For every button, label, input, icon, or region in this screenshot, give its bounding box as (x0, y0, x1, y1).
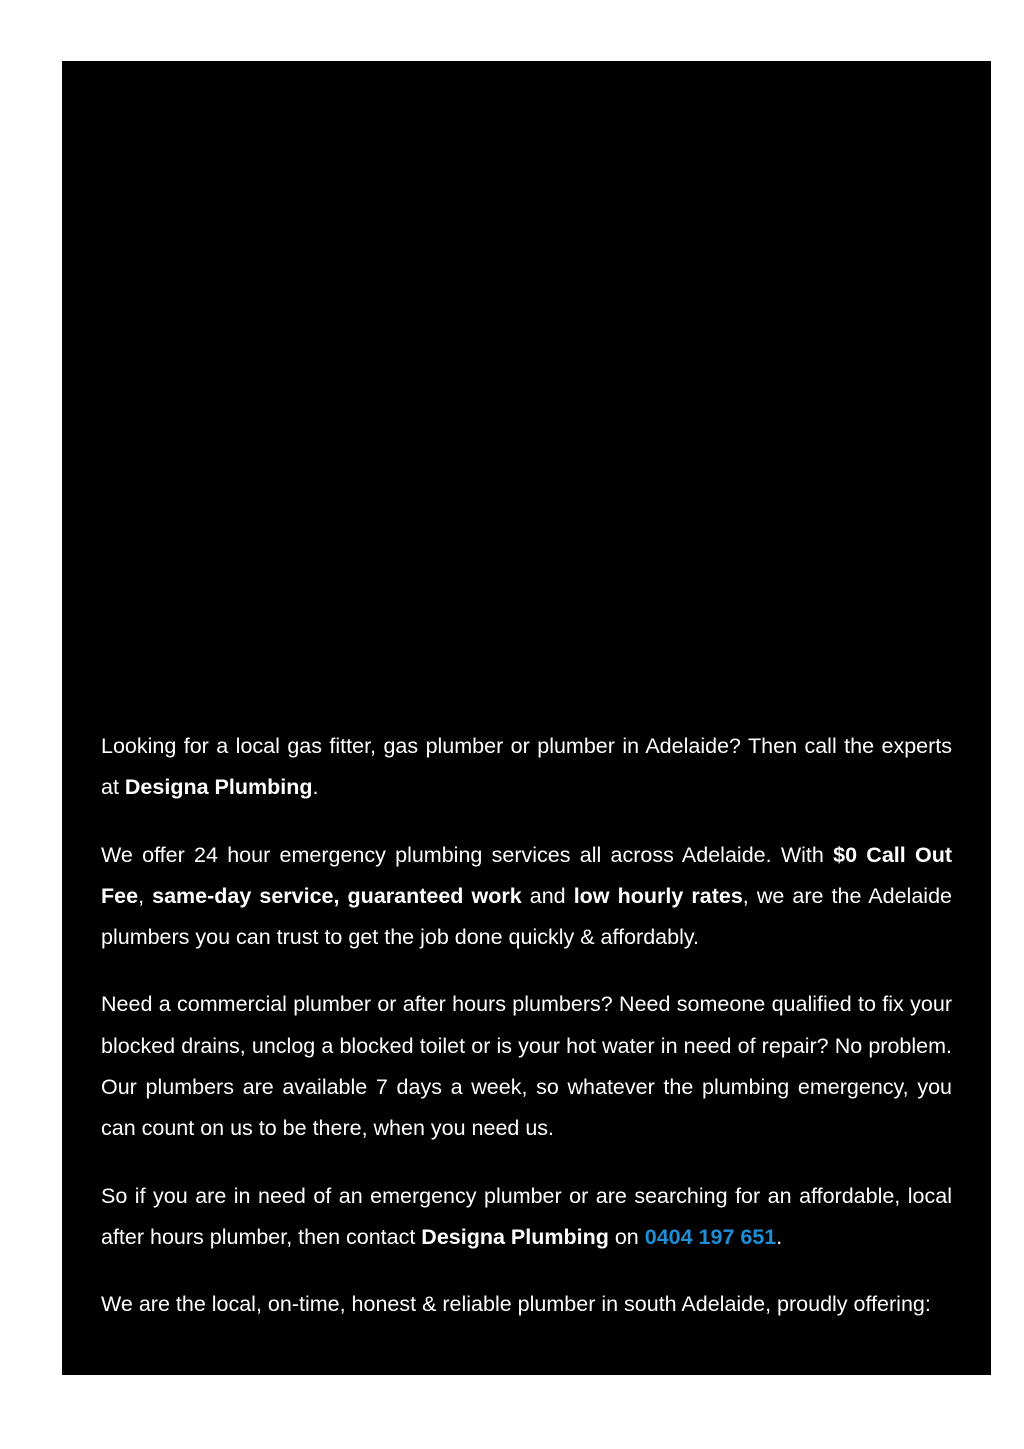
contact-text: So if you are in need of an emergency plumber or are searching for an affordable, local after hours plumber, then contact (101, 1183, 952, 1249)
contact-period: . (776, 1224, 783, 1249)
offer-paragraph (101, 835, 952, 959)
intro-paragraph (101, 726, 952, 809)
offer-separator: , (138, 883, 153, 908)
closing-paragraph (101, 1284, 952, 1325)
commercial-paragraph (101, 984, 952, 1149)
brand-name: Designa Plumbing (124, 775, 313, 800)
intro-text: Looking for a local gas fitter, gas plumber or plumber in Adelaide? Then call the experts at (101, 734, 952, 800)
service-highlight: same-day service, guaranteed work (152, 883, 522, 908)
hero-media-area (62, 61, 991, 721)
contact-connector: on (608, 1224, 645, 1249)
call-out-fee-highlight: $0 Call Out Fee (101, 842, 952, 908)
closing-text: We are the local, on-time, honest & reliable plumber in south Adelaide, proudly offering: (101, 1292, 931, 1317)
offer-text: We offer 24 hour emergency plumbing services all across Adelaide. With (101, 842, 834, 867)
offer-closing-text: , we are the Adelaide plumbers you can trust to get the job done quickly & affordably. (101, 883, 952, 950)
rates-highlight: low hourly rates (573, 883, 743, 908)
phone-link[interactable]: 0404 197 651 (644, 1224, 777, 1249)
intro-period: . (312, 775, 319, 800)
article-body (101, 726, 952, 1326)
offer-conjunction: and (521, 883, 574, 908)
commercial-text: Need a commercial plumber or after hours plumbers? Need someone qualified to fix your blocked drains, unclog a blocked toilet or is your hot water in need of repair? No problem. Our plumbers are available 7 days a week, so whatever the plumbing emergency, you can count on us to be there, when you need us. (101, 992, 952, 1141)
contact-paragraph (101, 1176, 952, 1259)
brand-name: Designa Plumbing (421, 1224, 609, 1249)
content-panel (62, 61, 991, 1375)
